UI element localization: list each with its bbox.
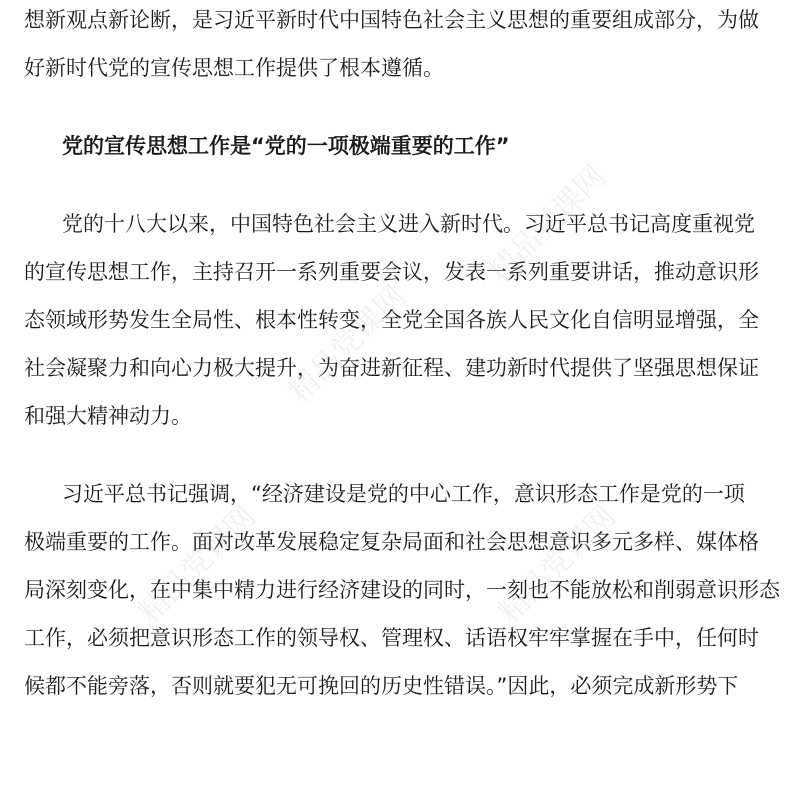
paragraph-line: 和强大精神动力。 (24, 404, 192, 428)
watermark: 精品党课网 (282, 279, 413, 410)
watermark: 精品党课网 (492, 499, 623, 630)
paragraph-line: 工作，必须把意识形态工作的领导权、管理权、话语权牢牢掌握在手中，任何时 (24, 626, 759, 650)
paragraph-line: 态领域形势发生全局性、根本性转变，全党全国各族人民文化自信明显增强，全 (24, 308, 759, 332)
paragraph-line: 好新时代党的宣传思想工作提供了根本遵循。 (24, 56, 444, 80)
paragraph-line: 的宣传思想工作，主持召开一系列重要会议，发表一系列重要讲话，推动意识形 (24, 260, 759, 284)
paragraph-line: 候都不能旁落，否则就要犯无可挽回的历史性错误。”因此，必须完成新形势下 (24, 674, 739, 698)
section-heading: 党的宣传思想工作是“党的一项极端重要的工作” (62, 134, 510, 158)
watermark: 精品党课网 (132, 499, 263, 630)
watermark: 精品党课网 (482, 159, 613, 290)
paragraph-line: 想新观点新论断，是习近平新时代中国特色社会主义思想的重要组成部分，为做 (24, 8, 759, 32)
paragraph-line: 极端重要的工作。面对改革发展稳定复杂局面和社会思想意识多元多样、媒体格 (24, 530, 759, 554)
paragraph-line: 社会凝聚力和向心力极大提升，为奋进新征程、建功新时代提供了坚强思想保证 (24, 356, 759, 380)
paragraph-line: 党的十八大以来，中国特色社会主义进入新时代。习近平总书记高度重视党 (62, 212, 755, 236)
paragraph-line: 局深刻变化，在中集中精力进行经济建设的同时，一刻也不能放松和削弱意识形态 (24, 578, 780, 602)
paragraph-line: 习近平总书记强调，“经济建设是党的中心工作，意识形态工作是党的一项 (62, 482, 745, 506)
